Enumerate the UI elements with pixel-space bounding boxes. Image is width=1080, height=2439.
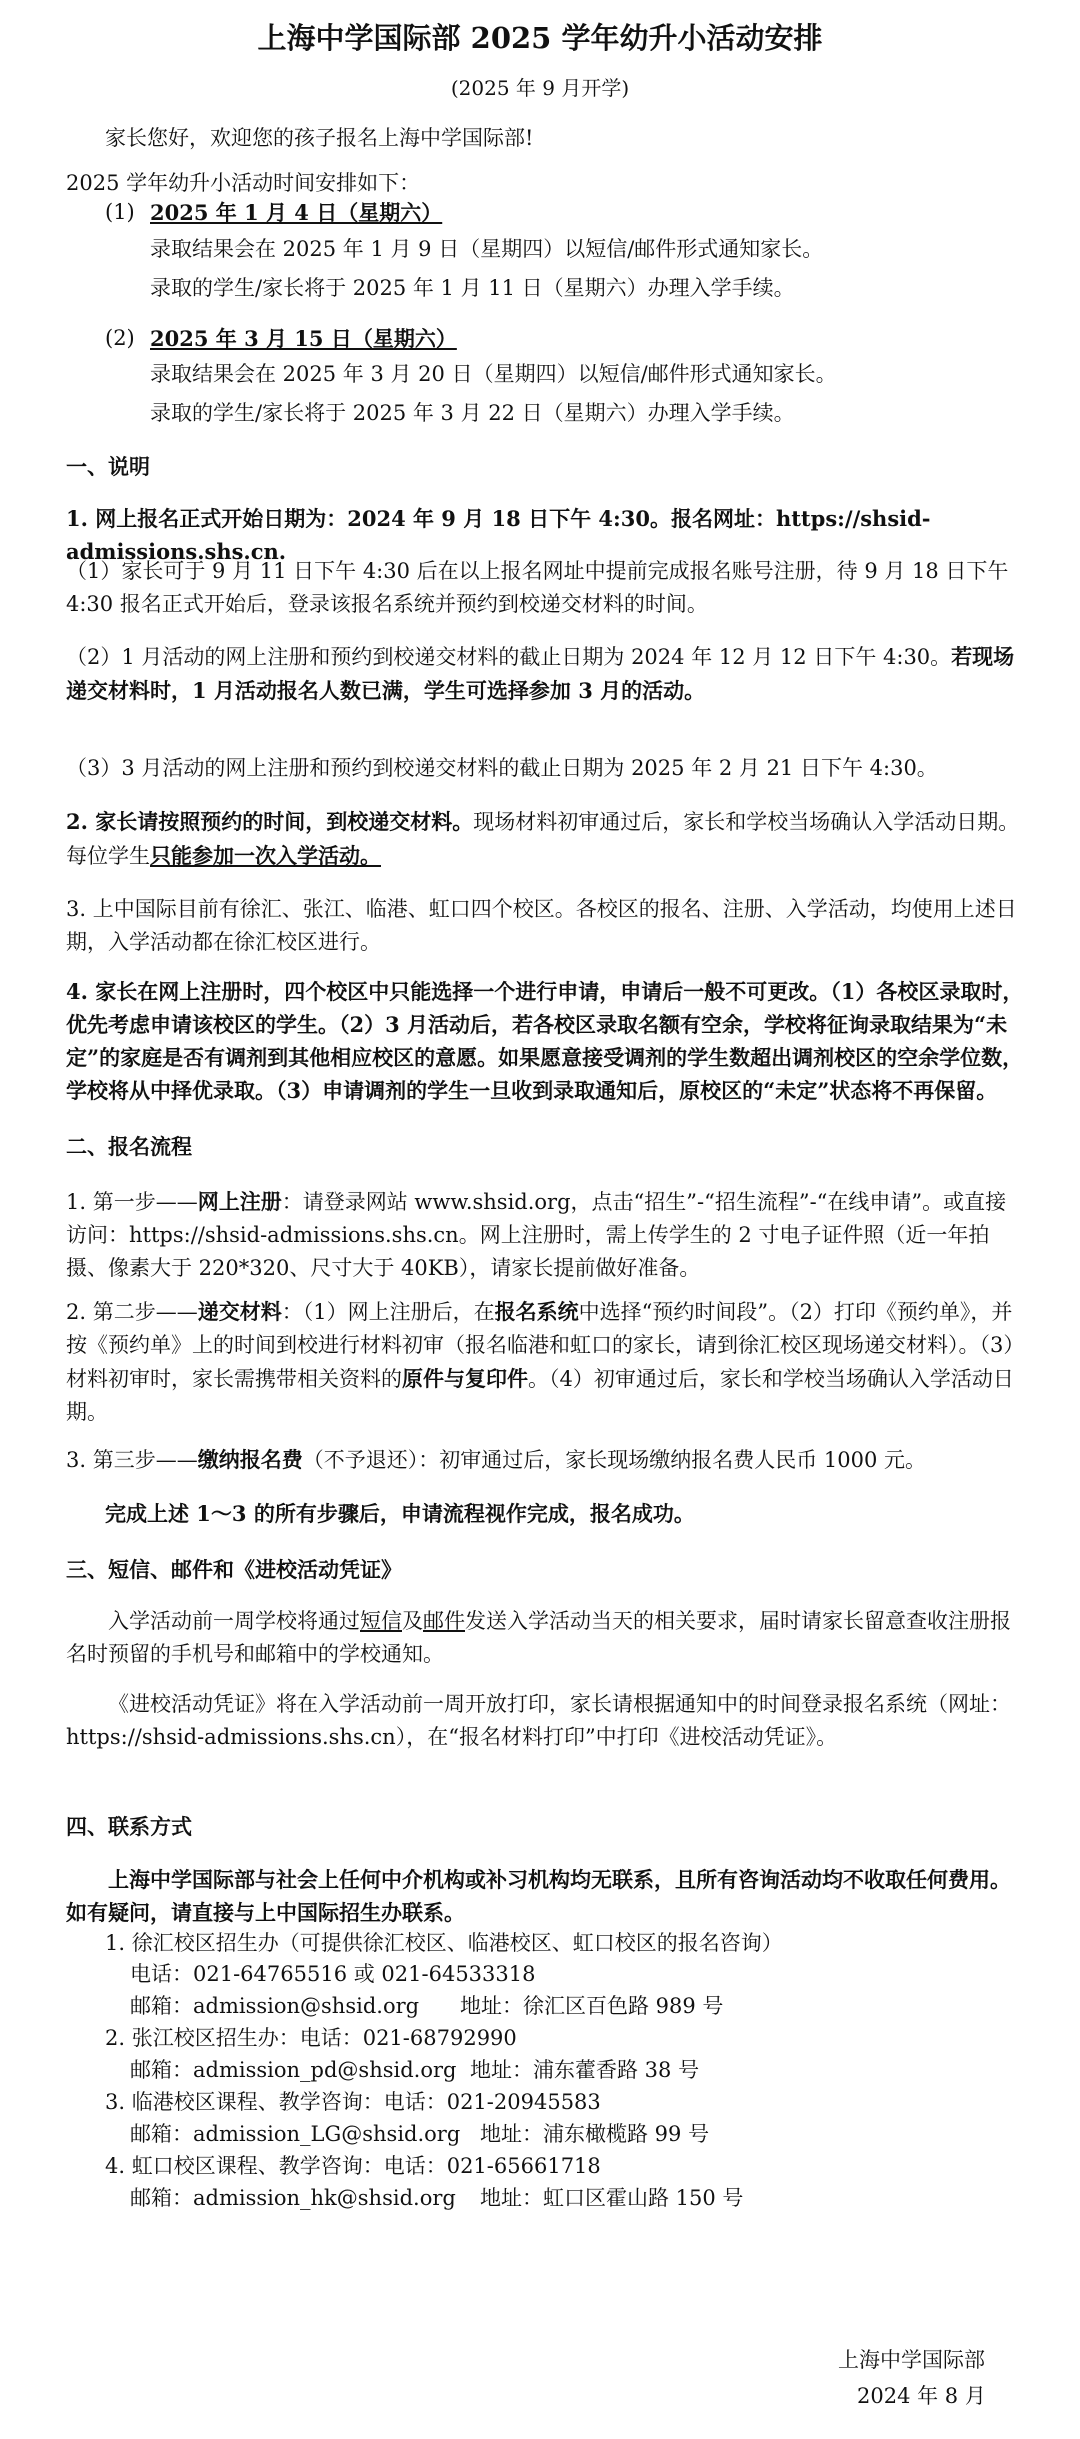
sec3-text-b: 发送入学活动当天的相关要求，届时请家长留意查收注册报名时预留的手机号和邮箱中的学校通知。	[66, 1609, 1011, 1666]
item-1b-bold: 若现场递交材料时，1 月活动报名人数已满，学生可选择参加 3 月的活动。	[66, 644, 1015, 703]
step-2-system: 报名系统	[494, 1299, 579, 1324]
step-3-title: 缴纳报名费	[197, 1447, 303, 1472]
session-1-result: 录取结果会在 2025 年 1 月 9 日（星期四）以短信/邮件形式通知家长。	[150, 237, 824, 261]
item-2-text: 现场材料初审通过后，家长和学校当场确认入学活动日期。每位学生	[66, 810, 1020, 868]
signature-org: 上海中学国际部	[838, 2348, 985, 2372]
contact-3-email: 邮箱：admission_LG@shsid.org	[130, 2122, 461, 2146]
section-1-item-2	[66, 805, 1024, 873]
step-1-text: ：请登录网站 www.shsid.org，点击“招生”-“招生流程”-“在线申请”。或直接访问：https://shsid-admissions.shs.cn。网上注册时，需上传学生的 2 寸电子证件照（近一年拍摄、像素大于 220*320、尺寸大于 40KB），请家长提前做好准备。	[66, 1190, 1007, 1280]
session-1-date: 2025 年 1 月 4 日（星期六）	[150, 200, 443, 225]
completion-note: 完成上述 1～3 的所有步骤后，申请流程视作完成，报名成功。	[105, 1501, 695, 1526]
greeting: 家长您好，欢迎您的孩子报名上海中学国际部!	[105, 126, 534, 150]
sec3-text-a: 入学活动前一周学校将通过	[108, 1609, 360, 1633]
contact-2-email: 邮箱：admission_pd@shsid.org	[130, 2058, 457, 2082]
step-2-text-a: ：（1）网上注册后，在	[281, 1300, 495, 1324]
section-1-item-4: 4. 家长在网上注册时，四个校区中只能选择一个进行申请，申请后一般不可更改。（1）各校区录取时，优先考虑申请该校区的学生。（2）3 月活动后，若各校区录取名额有空余，学校将征询录取结果为“未定”的家庭是否有调剂到其他相应校区的意愿。如果愿意接受调剂的学生数超出调剂校区的空余学位数，学校将从中择优录取。（3）申请调剂的学生一旦收到录取通知后，原校区的“未定”状态将不再保留。	[66, 979, 1024, 1103]
section-1-heading: 一、说明	[66, 454, 150, 479]
section-3-para-2: 《进校活动凭证》将在入学活动前一周开放打印，家长请根据通知中的时间登录报名系统（网址：https://shsid-admissions.shs.cn），在“报名材料打印”中打印《进校活动凭证》。	[66, 1692, 1011, 1749]
section-2-heading: 二、报名流程	[66, 1134, 192, 1159]
step-1-prefix: 1. 第一步——	[66, 1190, 198, 1214]
contact-4-email: 邮箱：admission_hk@shsid.org	[130, 2186, 456, 2210]
step-2-originals: 原件与复印件	[402, 1366, 528, 1391]
contact-1-address: 地址：徐汇区百色路 989 号	[460, 1994, 724, 2018]
session-1-num: (1)	[105, 200, 135, 224]
item-2-underline: 只能参加一次入学活动。	[150, 843, 381, 868]
step-3-prefix: 3. 第三步——	[66, 1448, 198, 1472]
step-2	[66, 1295, 1024, 1429]
sec3-sms: 短信	[360, 1609, 402, 1633]
step-2-title: 递交材料	[197, 1299, 282, 1324]
signature-date: 2024 年 8 月	[857, 2384, 986, 2408]
contact-2-title: 2. 张江校区招生办：电话：021-68792990	[105, 2026, 517, 2050]
contact-1-phone: 电话：021-64765516 或 021-64533318	[130, 1962, 536, 1986]
schedule-lead: 2025 学年幼升小活动时间安排如下：	[66, 171, 421, 195]
section-1-item-3: 3. 上中国际目前有徐汇、张江、临港、虹口四个校区。各校区的报名、注册、入学活动，均使用上述日期，入学活动都在徐汇校区进行。	[66, 897, 1017, 954]
contact-4-address: 地址：虹口区霍山路 150 号	[480, 2186, 744, 2210]
step-2-text-c: 。（4）初审通过后，家长和学校当场确认入学活动日期。	[66, 1367, 1014, 1424]
item-1b-text: （2）1 月活动的网上注册和预约到校递交材料的截止日期为 2024 年 12 月 12 日下午 4:30。	[66, 645, 952, 669]
session-2-result: 录取结果会在 2025 年 3 月 20 日（星期四）以短信/邮件形式通知家长。	[150, 362, 837, 386]
contact-2-address: 地址：浦东藿香路 38 号	[470, 2058, 700, 2082]
step-1	[66, 1185, 1024, 1285]
section-1-item-1: 1. 网上报名正式开始日期为：2024 年 9 月 18 日下午 4:30。报名网址：https://shsid-admissions.shs.cn.	[66, 506, 931, 564]
session-2-enroll: 录取的学生/家长将于 2025 年 3 月 22 日（星期六）办理入学手续。	[150, 401, 795, 425]
sec3-email: 邮件	[423, 1609, 465, 1633]
contact-1-email: 邮箱：admission@shsid.org	[130, 1994, 420, 2018]
sec3-and: 及	[402, 1609, 423, 1633]
section-1-item-1b	[66, 640, 1024, 708]
step-3	[66, 1443, 1024, 1477]
session-2-num: (2)	[105, 326, 135, 350]
step-1-title: 网上注册	[197, 1189, 282, 1214]
item-2-bold: 2. 家长请按照预约的时间，到校递交材料。	[66, 809, 474, 834]
section-3-heading: 三、短信、邮件和《进校活动凭证》	[66, 1557, 402, 1582]
section-3-para-1	[66, 1605, 1024, 1671]
document-title: 上海中学国际部 2025 学年幼升小活动安排	[257, 21, 823, 55]
section-4-heading: 四、联系方式	[66, 1814, 192, 1839]
section-1-item-1a: （1）家长可于 9 月 11 日下午 4:30 后在以上报名网址中提前完成报名账号注册，待 9 月 18 日下午 4:30 报名正式开始后，登录该报名系统并预约到校递交材料的时间。	[66, 559, 1009, 616]
contact-3-title: 3. 临港校区课程、教学咨询：电话：021-20945583	[105, 2090, 601, 2114]
contact-1-title: 1. 徐汇校区招生办（可提供徐汇校区、临港校区、虹口校区的报名咨询）	[105, 1931, 783, 1955]
contact-notice: 上海中学国际部与社会上任何中介机构或补习机构均无联系，且所有咨询活动均不收取任何费用。如有疑问，请直接与上中国际招生办联系。	[66, 1867, 1011, 1925]
session-2-date: 2025 年 3 月 15 日（星期六）	[150, 326, 457, 351]
step-3-text: （不予退还）：初审通过后，家长现场缴纳报名费人民币 1000 元。	[302, 1448, 927, 1472]
contact-3-address: 地址：浦东橄榄路 99 号	[480, 2122, 710, 2146]
document-subtitle: (2025 年 9 月开学)	[450, 76, 630, 100]
contact-4-title: 4. 虹口校区课程、教学咨询：电话：021-65661718	[105, 2154, 601, 2178]
step-2-prefix: 2. 第二步——	[66, 1300, 198, 1324]
section-1-item-1c: （3）3 月活动的网上注册和预约到校递交材料的截止日期为 2025 年 2 月 21 日下午 4:30。	[66, 756, 938, 780]
step-2-text-b: 中选择“预约时间段”。（2）打印《预约单》，并按《预约单》上的时间到校进行材料初审（报名临港和虹口的家长，请到徐汇校区现场递交材料）。（3）材料初审时，家长需携带相关资料的	[66, 1300, 1014, 1391]
session-1-enroll: 录取的学生/家长将于 2025 年 1 月 11 日（星期六）办理入学手续。	[150, 276, 795, 300]
